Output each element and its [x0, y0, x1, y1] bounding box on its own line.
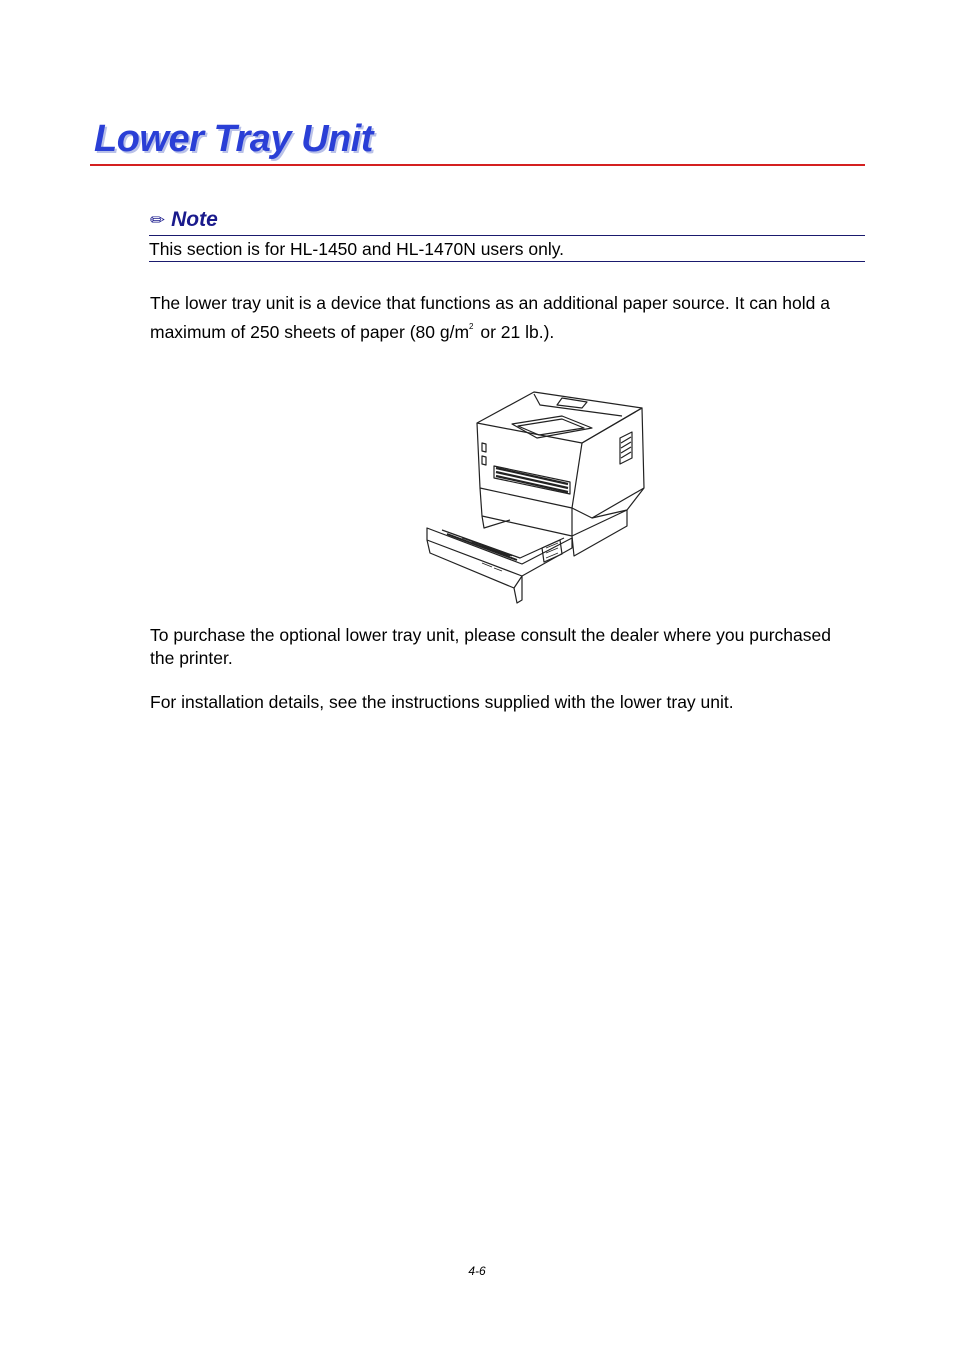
pencil-icon: ✏ [150, 210, 166, 230]
page-number: 4-6 [468, 1264, 486, 1278]
printer-with-lower-tray-illustration [422, 388, 647, 608]
page-title: Lower Tray Unit [94, 118, 373, 160]
superscript-2: 2 [469, 322, 474, 331]
title-divider [90, 164, 865, 166]
intro-text-2: or 21 lb.). [475, 322, 555, 342]
intro-text-1: The lower tray unit is a device that functions as an additional paper source. It can hold a maximum of 250 sheets of paper (80 g/m [150, 293, 830, 342]
note-label: Note [171, 208, 218, 231]
installation-paragraph: For installation details, see the instructions supplied with the lower tray unit. [150, 692, 734, 712]
note-box [149, 235, 865, 262]
intro-paragraph [150, 292, 860, 344]
note-heading [150, 208, 218, 232]
purchase-paragraph: To purchase the optional lower tray unit, please consult the dealer where you purchased the printer. [150, 625, 831, 668]
note-text: This section is for HL-1450 and HL-1470N users only. [149, 239, 565, 259]
